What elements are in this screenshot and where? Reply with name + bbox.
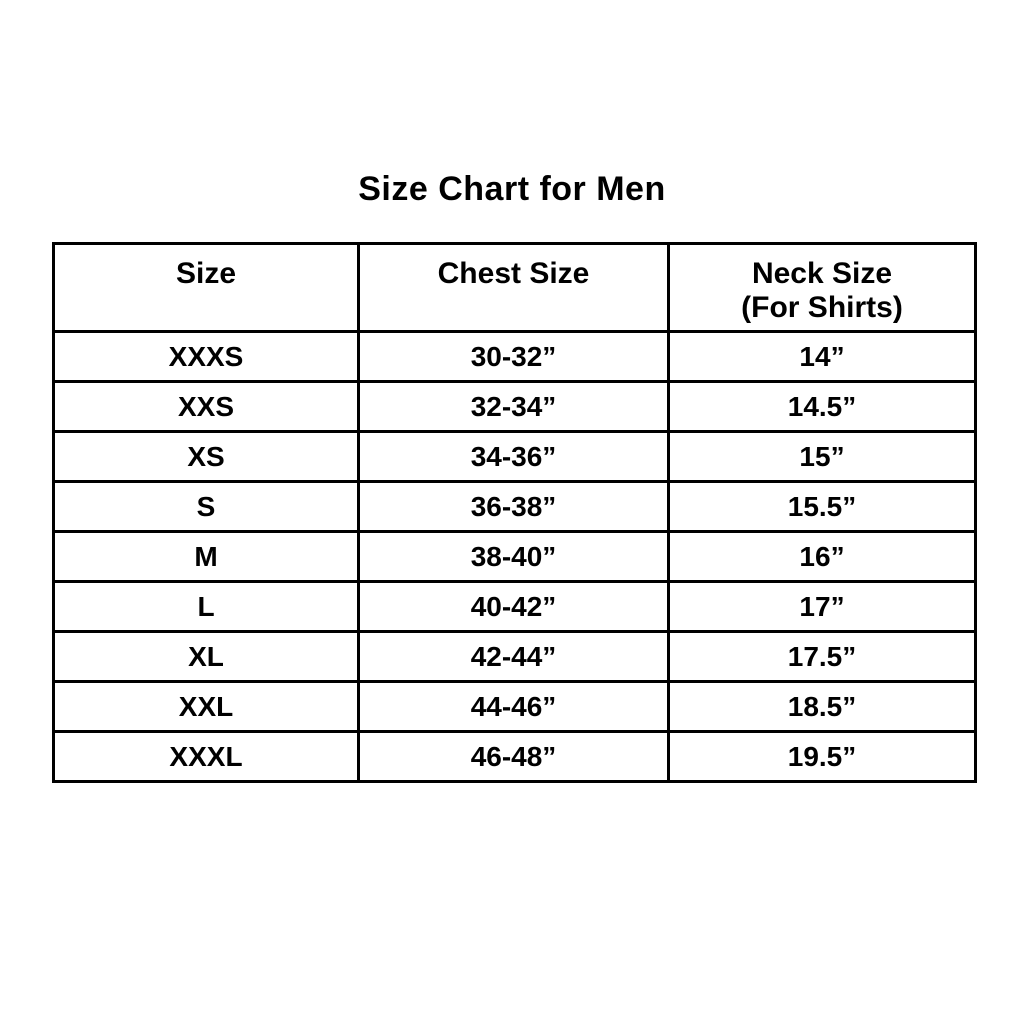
chest-cell: 34-36” [359,432,669,482]
size-cell: XS [54,432,359,482]
neck-cell: 17” [669,582,976,632]
chest-cell: 32-34” [359,382,669,432]
chest-cell: 46-48” [359,732,669,782]
neck-cell: 15” [669,432,976,482]
size-cell: XXS [54,382,359,432]
table-row [54,332,976,382]
header-cell-size [54,244,359,332]
table-row [54,382,976,432]
size-cell: XXL [54,682,359,732]
header-neck-label: Neck Size [751,257,893,290]
chest-cell: 38-40” [359,532,669,582]
size-chart-table [52,242,977,783]
table-row [54,582,976,632]
size-cell: S [54,482,359,532]
neck-cell: 17.5” [669,632,976,682]
header-cell-chest [359,244,669,332]
table-row [54,632,976,682]
neck-cell: 18.5” [669,682,976,732]
header-row [54,244,976,332]
neck-cell: 16” [669,532,976,582]
table-row [54,482,976,532]
chest-cell: 40-42” [359,582,669,632]
size-cell: XXXL [54,732,359,782]
size-cell: XL [54,632,359,682]
chest-cell: 44-46” [359,682,669,732]
table-row [54,532,976,582]
size-cell: M [54,532,359,582]
page-title: Size Chart for Men [358,170,666,208]
header-chest-label: Chest Size [437,257,590,290]
header-neck-sublabel: (For Shirts) [741,291,903,324]
header-size-label: Size [175,257,237,290]
chest-cell: 42-44” [359,632,669,682]
chest-cell: 30-32” [359,332,669,382]
table-row [54,732,976,782]
size-table-body [54,332,976,782]
header-cell-neck [669,244,976,332]
neck-cell: 14.5” [669,382,976,432]
table-row [54,682,976,732]
neck-cell: 14” [669,332,976,382]
neck-cell: 15.5” [669,482,976,532]
table-header [54,244,976,332]
size-cell: L [54,582,359,632]
neck-cell: 19.5” [669,732,976,782]
chest-cell: 36-38” [359,482,669,532]
table-row [54,432,976,482]
size-cell: XXXS [54,332,359,382]
